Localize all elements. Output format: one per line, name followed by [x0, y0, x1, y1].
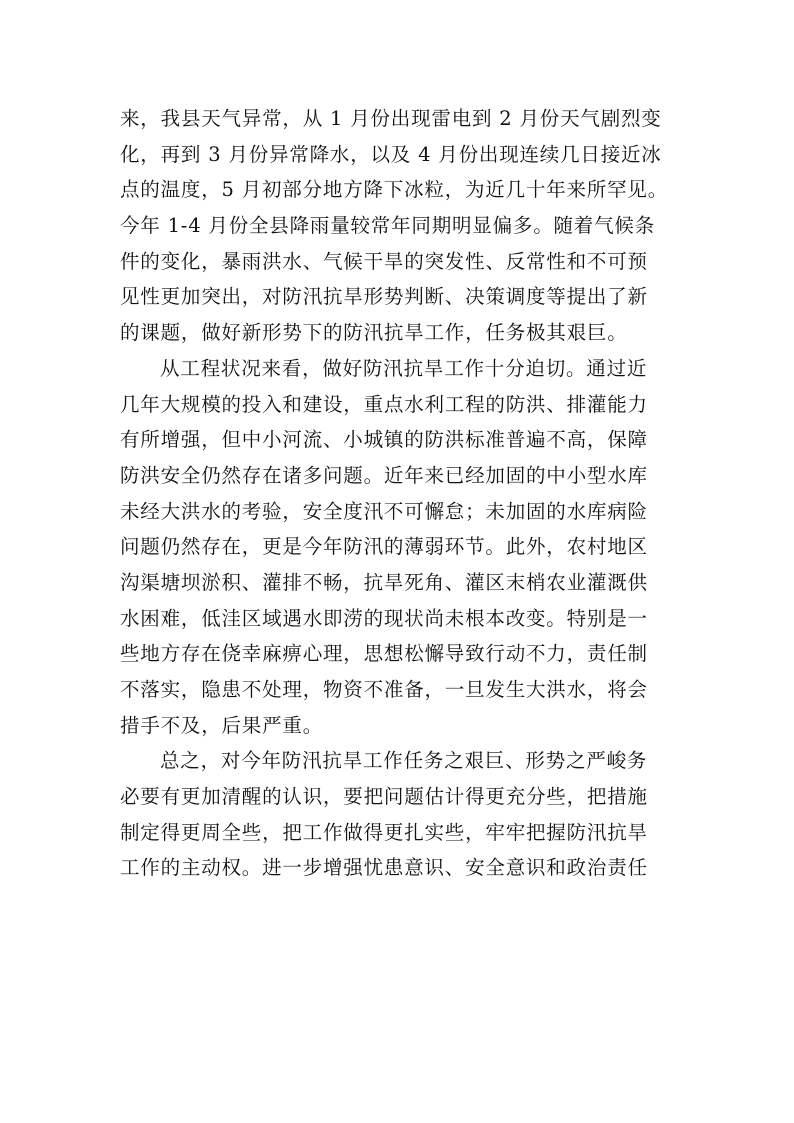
- text-line: 制定得更周全些，把工作做得更扎实些，牢牢把握防汛抗旱: [120, 820, 648, 844]
- text-line: 未经大洪水的考验，安全度汛不可懈怠；未加固的水库病险: [120, 499, 648, 523]
- text-line: 来，我县天气异常，从 1 月份出现雷电到 2 月份天气剧烈变: [120, 107, 662, 130]
- text-line: 总之，对今年防汛抗旱工作任务之艰巨、形势之严峻务: [160, 749, 648, 773]
- text-line: 见性更加突出，对防汛抗旱形势判断、决策调度等提出了新: [120, 285, 648, 309]
- text-line: 不落实，隐患不处理，物资不准备，一旦发生大洪水，将会: [120, 678, 648, 701]
- text-line: 几年大规模的投入和建设，重点水利工程的防洪、排灌能力: [120, 392, 648, 416]
- text-line: 有所增强，但中小河流、小城镇的防洪标准普遍不高，保障: [120, 428, 648, 452]
- text-line: 水困难，低洼区域遇水即涝的现状尚未根本改变。特别是一: [120, 606, 648, 630]
- body-text: [120, 101, 690, 886]
- text-line: 的课题，做好新形势下的防汛抗旱工作，任务极其艰巨。: [120, 321, 628, 345]
- text-line: 些地方存在侥幸麻痹心理，思想松懈导致行动不力，责任制: [120, 642, 648, 666]
- text-line: 工作的主动权。进一步增强忧患意识、安全意识和政治责任: [120, 856, 648, 880]
- text-line: 沟渠塘坝淤积、灌排不畅，抗旱死角、灌区末梢农业灌溉供: [120, 570, 648, 594]
- text-line: 问题仍然存在，更是今年防汛的薄弱环节。此外，农村地区: [120, 535, 648, 559]
- text-line: 今年 1-4 月份全县降雨量较常年同期明显偏多。随着气候条: [120, 214, 655, 238]
- text-line: 必要有更加清醒的认识，要把问题估计得更充分些，把措施: [120, 785, 648, 809]
- text-line: 点的温度，5 月初部分地方降下冰粒，为近几十年来所罕见。: [120, 178, 669, 202]
- text-line: 措手不及，后果严重。: [120, 713, 324, 737]
- text-line: 件的变化，暴雨洪水、气候干旱的突发性、反常性和不可预: [120, 249, 648, 273]
- text-line: 化，再到 3 月份异常降水，以及 4 月份出现连续几日接近冰: [120, 142, 662, 166]
- text-line: 防洪安全仍然存在诸多问题。近年来已经加固的中小型水库: [120, 463, 648, 487]
- text-line: 从工程状况来看，做好防汛抗旱工作十分迫切。通过近: [160, 356, 648, 380]
